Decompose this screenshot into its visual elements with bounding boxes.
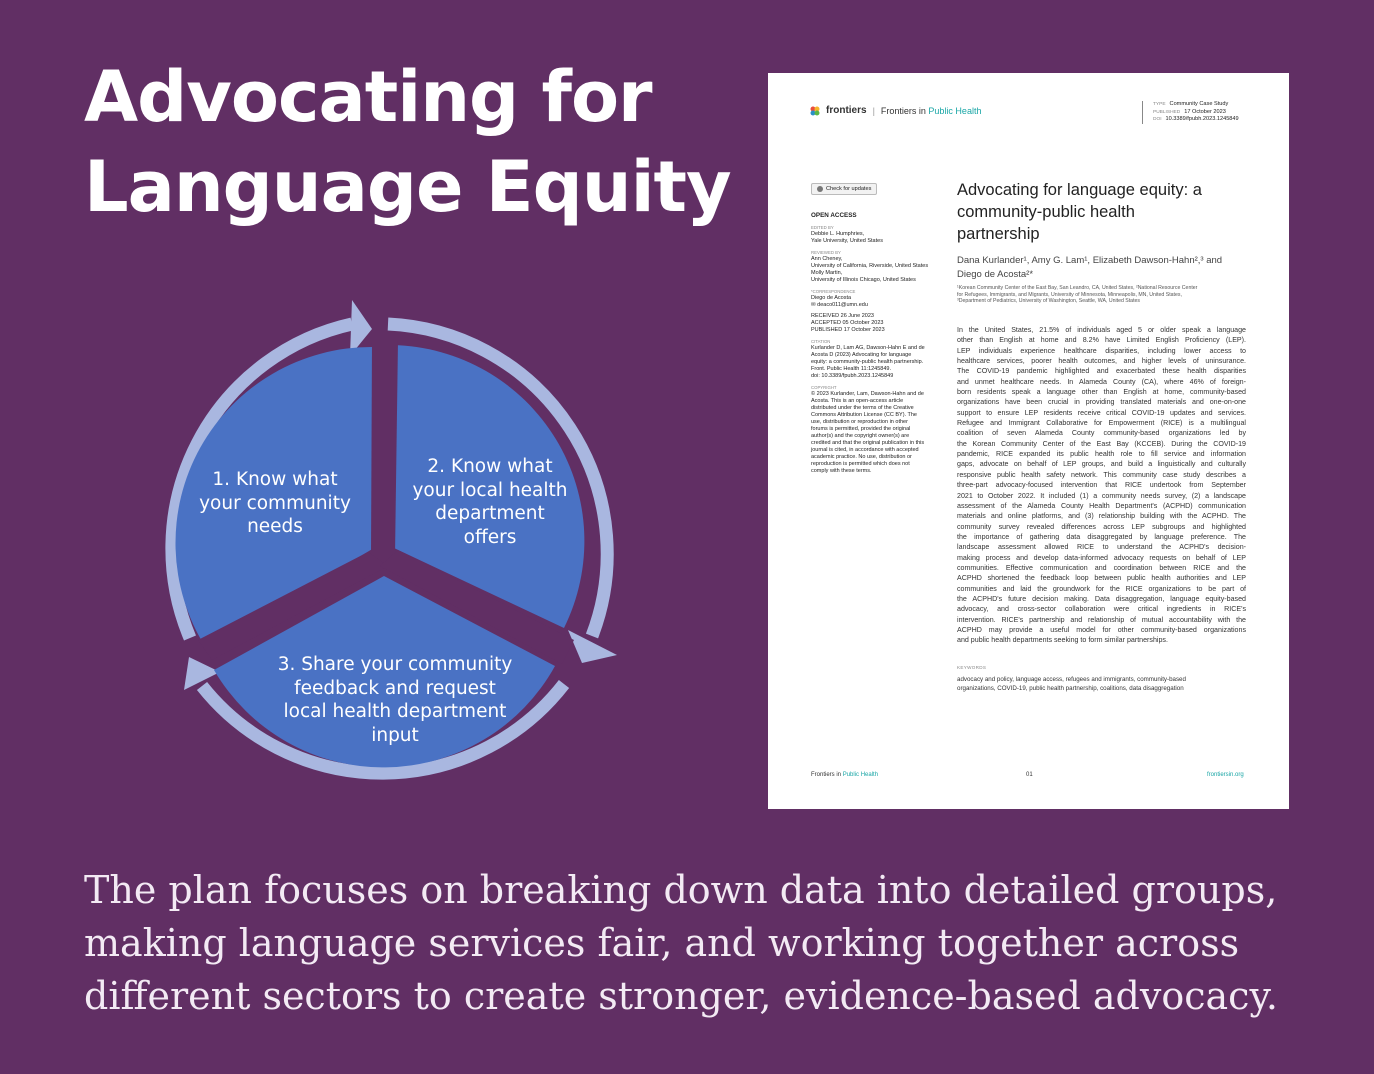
abstract-line: communities. Effective communication and coordination between RICE and the xyxy=(957,563,1246,572)
headline-line-2: Language Equity xyxy=(84,146,731,228)
article-meta: TYPE Community Case Study PUBLISHED 17 October 2023 DOI 10.3389/fpubh.2023.1245849 xyxy=(1142,101,1239,124)
abstract-line: community survey revealed differences across LEP subgroups and highlighted xyxy=(957,522,1246,531)
abstract-line: landscape assessment allowed RICE to understand the ACPHD's decision- xyxy=(957,543,1246,552)
segment-1-label: 1. Know what your community needs xyxy=(199,469,351,537)
abstract-line: materials and online platforms, and (3) relationship building with the ACPHD. The xyxy=(957,512,1246,521)
caption-line-1: The plan focuses on breaking down data into detailed groups, xyxy=(84,868,1278,912)
abstract-line: making process and develop data-informed advocacy requests on behalf of LEP xyxy=(957,553,1246,562)
abstract-line: and public health departments seeking to form similar partnerships. xyxy=(957,636,1168,645)
logo-word: frontiers xyxy=(826,105,867,116)
headline xyxy=(84,52,731,232)
abstract-line: ACPHD shortened the feedback loop between public health authorities and LEP xyxy=(957,574,1246,583)
paper-affiliations: ¹Korean Community Center of the East Bay, San Leandro, CA, United States, ²National Resource Center for Refugees, Immigrants, and Migrants, University of Minnesota, Minneapolis, MN, United States, ³Department of Pediatrics, University of Washington, Seattle, WA, United States xyxy=(957,285,1198,305)
keywords-label: KEYWORDS xyxy=(957,665,987,670)
caption-line-2: making language services fair, and working together across xyxy=(84,921,1240,965)
abstract-line: the Korean Community Center of the East Bay (KCCEB). During the COVID-19 xyxy=(957,439,1246,448)
cycle-arrow-icon xyxy=(184,657,220,690)
abstract-line: 2021 to October 2022. It included (1) a community needs survey, (2) a landscape xyxy=(957,491,1246,500)
frontiers-logo: frontiers | Frontiers in Public Health xyxy=(810,105,981,116)
abstract-line: born residents speak a language other than English at home, community-based xyxy=(957,388,1246,397)
abstract-line: other than English at home and 8.2% have Limited English Proficiency (LEP). xyxy=(957,336,1246,345)
caption-line-3: different sectors to create stronger, evidence-based advocacy. xyxy=(84,974,1278,1018)
caption xyxy=(84,864,1278,1023)
abstract-line: coalition of seven Alameda County community-based organizations led by xyxy=(957,429,1246,438)
abstract-line: healthcare services, poorer health outcomes, and higher levels of uninsurance. xyxy=(957,357,1246,366)
paper-title: Advocating for language equity: a community-public health partnership xyxy=(957,181,1202,243)
abstract-line: support to ensure LEP residents receive critical COVID-19 updates and services. xyxy=(957,408,1246,417)
abstract-line: The COVID-19 pandemic highlighted and exacerbated these health disparities xyxy=(957,367,1246,376)
abstract-line: assessment of the Alameda County Health Department's (ACPHD) communication xyxy=(957,501,1246,510)
abstract-line: communities and laid the groundwork for the RICE organizations to be part of xyxy=(957,584,1246,593)
abstract-line: LEP individuals experience healthcare disparities, including lower access to xyxy=(957,346,1246,355)
abstract-line: In the United States, 21.5% of individuals aged 5 or older speak a language xyxy=(957,326,1246,334)
paper-abstract xyxy=(957,325,1246,646)
abstract-line: advocacy, and cross-sector collaboration were critical ingredients in RICE's xyxy=(957,605,1246,614)
check-updates-icon xyxy=(817,186,823,192)
check-updates-button[interactable]: Check for updates xyxy=(811,183,877,195)
paper-first-page xyxy=(768,73,1289,809)
abstract-line: three-part advocacy-focused intervention that RICE undertook from September xyxy=(957,481,1246,490)
page-number: 01 xyxy=(1026,772,1033,778)
abstract-line: ACPHD may provide a useful model for other community-based organizations xyxy=(957,625,1246,634)
abstract-line: intervention. RICE's partnership and relationship of mutual accountability with the xyxy=(957,615,1246,624)
paper-authors: Dana Kurlander¹, Amy G. Lam¹, Elizabeth Dawson-Hahn²,³ and Diego de Acosta²* xyxy=(957,255,1223,280)
abstract-line: gaps, advocate on behalf of LEP groups, and build a linguistically and culturally xyxy=(957,460,1246,469)
abstract-line: the importance of gathering data disaggregated by language preference. The xyxy=(957,532,1246,541)
footer-site-link[interactable]: frontiersin.org xyxy=(1207,772,1244,778)
segment-3-label: 3. Share your community feedback and request local health department input xyxy=(277,654,513,746)
paper-sidebar: OPEN ACCESS EDITED BY Debbie L. Humphries, Yale University, United States REVIEWED BY Ann Cheney, University of California, Riverside, United States Molly Martin, University of Illinois Chicago, United States *CORRESPONDENCE Diego de Acosta ✉ deaco011@umn.edu RECEIVED 26 June 2023 ACCEPTED 05 October 2023 PUBLISHED 17 October 2023 CITATION Kurlander D, Lam AG, Dawson-Hahn E and de Acosta D (2023) Advocating for language equity: a community-public health partnership. Front. Public Health 11:1245849. doi: 10.3389/fpubh.2023.1245849 COPYRIGHT © 2023 Kurlander, Lam, Dawson-Hahn and de Acosta. This is an open-access article distributed under the terms of the Creative Commons Attribution License (CC BY). The use, distribution or reproduction in other forums is permitted, provided the original author(s) and the copyright owner(s) are credited and that the original publication in this journal is cited, in accordance with accepted academic practice. No use, distribution or reproduction is permitted which does not comply with these terms. xyxy=(811,212,929,474)
segment-2-label: 2. Know what your local health department offers xyxy=(412,456,568,548)
abstract-line: Refugee and Immigrant Collaborative for Empowerment (RICE) is a multilingual xyxy=(957,419,1246,428)
abstract-line: organizations have been crucial in providing translated materials and one-on-one xyxy=(957,398,1246,407)
headline-line-1: Advocating for xyxy=(84,56,652,138)
frontiers-logo-icon xyxy=(810,106,820,116)
abstract-line: pandemic, RICE expanded its public health role to fill service and information xyxy=(957,450,1246,459)
journal-name: Frontiers in Public Health xyxy=(880,105,982,116)
abstract-line: and unmet healthcare needs. In Alameda County (CA), where 46% of foreign- xyxy=(957,377,1246,386)
abstract-line: the ACPHD's future decision making. Data disaggregation, language equity-based xyxy=(957,594,1246,603)
keywords: advocacy and policy, language access, refugees and immigrants, community-based organizations, COVID-19, public health partnership, coalitions, data disaggregation xyxy=(957,676,1186,692)
abstract-line: responsive public health safety network. This community case study describes a xyxy=(957,470,1246,479)
footer-journal: Frontiers in Public Health xyxy=(811,772,879,778)
